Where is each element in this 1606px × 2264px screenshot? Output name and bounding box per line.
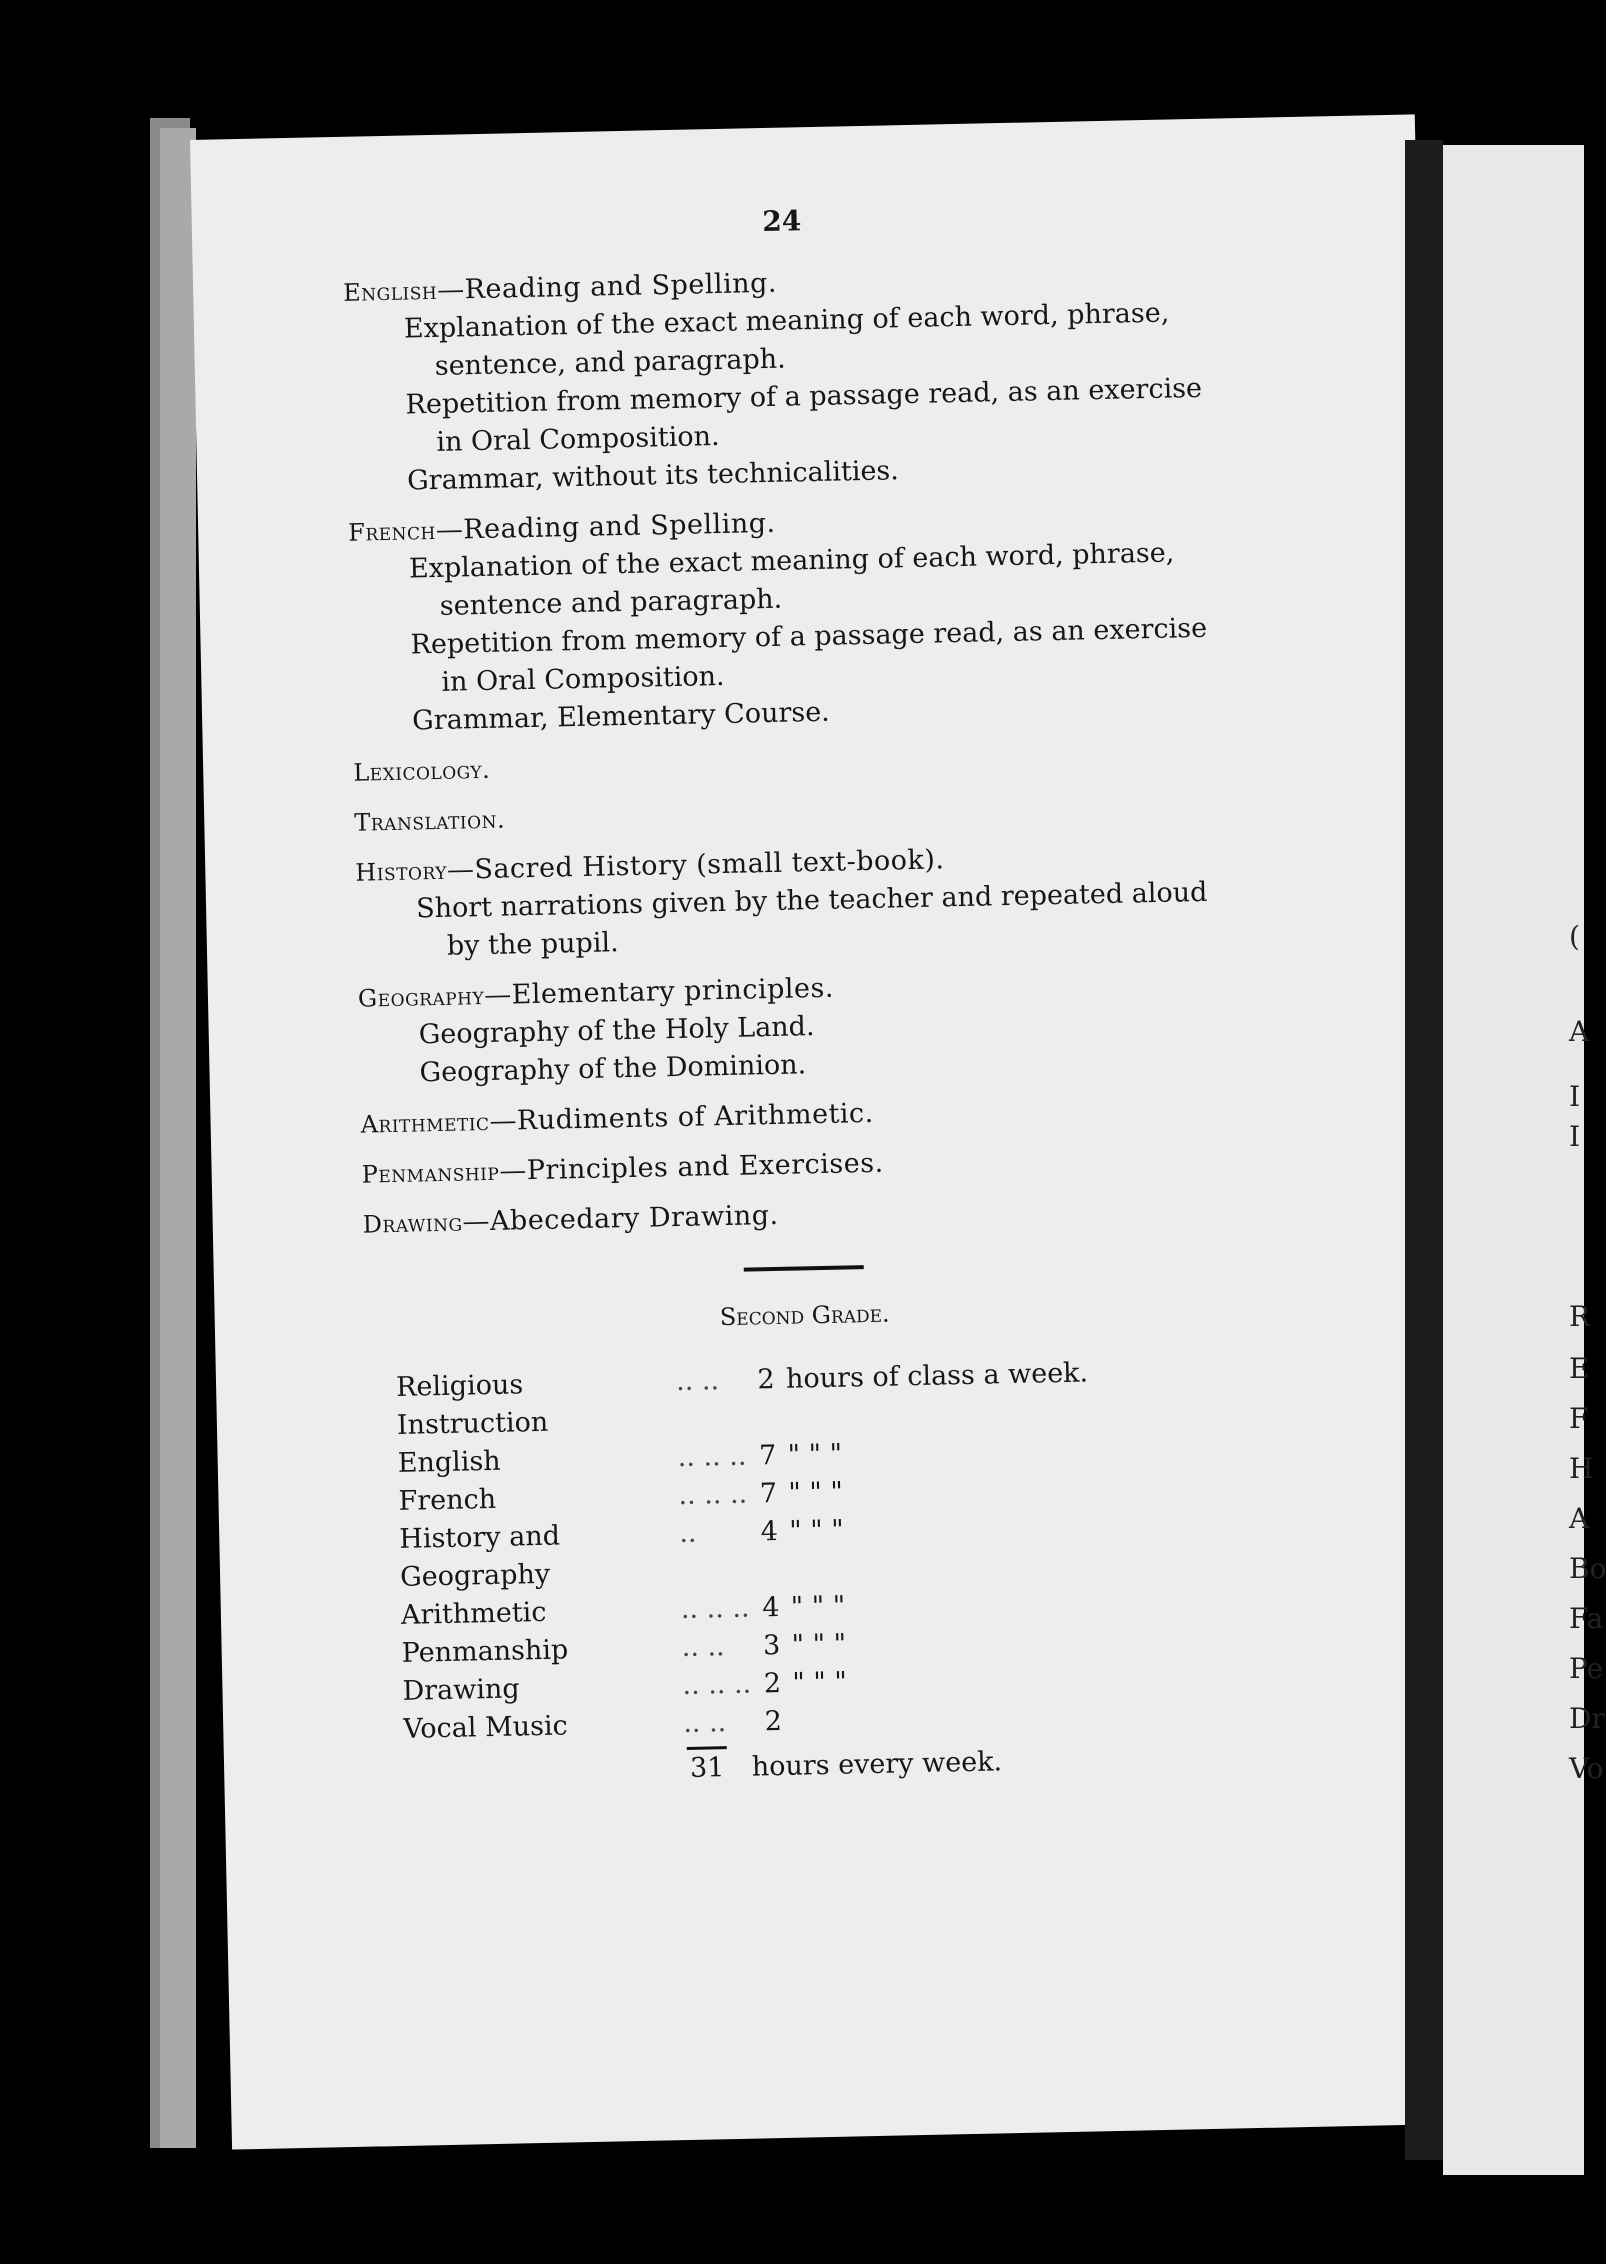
schedule-leader: .. .. (681, 1631, 725, 1664)
schedule-hours: 2 (763, 1667, 782, 1700)
section-lexicology (353, 735, 1234, 791)
schedule-hours: 7 (759, 1478, 778, 1510)
right-page-letter: Vo (1569, 1752, 1604, 1785)
section-line: sentence and paragraph. (439, 583, 783, 622)
total-label: hours every week. (751, 1746, 1003, 1783)
section-french (348, 495, 1233, 741)
schedule-subject: French (398, 1483, 497, 1517)
section-heading (354, 785, 1235, 841)
right-page-letter: I (1569, 1120, 1581, 1153)
section-heading-label: Translation. (354, 805, 506, 837)
schedule-leader: .. .. (675, 1365, 720, 1398)
section-heading-text: —Abecedary Drawing. (462, 1199, 779, 1238)
section-penmanship (361, 1137, 1242, 1193)
section-heading-label: French (347, 516, 437, 547)
schedule-leader: .. .. (682, 1707, 727, 1740)
section-line: Geography of the Holy Land. (418, 1011, 815, 1051)
section-heading-label: Penmanship (361, 1157, 500, 1189)
section-line: Grammar, Elementary Course. (411, 696, 831, 737)
right-page-letter: H (1569, 1452, 1594, 1485)
schedule-unit: " " " (788, 1476, 844, 1509)
schedule-leader: .. .. .. (680, 1592, 750, 1626)
right-page-letter: R (1569, 1300, 1591, 1333)
schedule-hours: 4 (760, 1515, 779, 1548)
right-page-letter: Pe (1569, 1652, 1604, 1685)
right-page-fragment (1443, 145, 1606, 2175)
section-line: Repetition from memory of a passage read, as an exercise (410, 612, 1208, 661)
right-page-letter: A (1569, 1015, 1590, 1048)
section-geography (358, 961, 1240, 1093)
section-heading (360, 1087, 1241, 1143)
schedule-leader: .. (678, 1517, 697, 1550)
schedule-unit: " " " (791, 1628, 847, 1661)
total-hours: 31 (689, 1752, 725, 1784)
grade-title: Second Grade. (719, 1299, 890, 1332)
schedule-unit: " " " (792, 1666, 848, 1699)
section-line: Repetition from memory of a passage read, as an exercise (405, 372, 1203, 421)
section-heading-label: English (342, 276, 438, 307)
section-heading-text: —Elementary principles. (483, 972, 835, 1012)
section-line: in Oral Composition. (441, 660, 725, 698)
section-heading-text: —Rudiments of Arithmetic. (489, 1097, 875, 1137)
left-page (190, 114, 1457, 2149)
schedule-subject: Vocal Music (403, 1710, 568, 1745)
section-heading (353, 735, 1234, 791)
book-edge-inner (160, 128, 196, 2148)
schedule-unit (793, 1696, 1124, 1741)
section-heading-label: Lexicology. (352, 755, 491, 787)
section-line: Explanation of the exact meaning of each word, phrase, (403, 297, 1170, 345)
right-page-letter: A (1569, 1502, 1590, 1535)
section-line: in Oral Composition. (436, 420, 720, 458)
section-line: sentence, and paragraph. (434, 343, 787, 382)
right-page-letter: Fa (1569, 1602, 1604, 1635)
right-page-letter: F (1569, 1402, 1589, 1435)
page-content (342, 193, 1255, 1794)
section-heading-text: —Reading and Spelling. (435, 507, 776, 546)
schedule-unit: hours of class a week. (785, 1357, 1089, 1395)
curriculum-sections (343, 255, 1243, 1243)
schedule-hours: 7 (758, 1440, 777, 1472)
section-translation (354, 785, 1235, 841)
total-row (687, 1738, 1255, 1788)
schedule-table (396, 1354, 1124, 1749)
schedule-subject: Religious Instruction (395, 1369, 549, 1441)
section-history (355, 835, 1237, 967)
section-line: Grammar, without its technicalities. (406, 455, 900, 497)
schedule-hours: 2 (764, 1705, 783, 1738)
page-number: 24 (762, 204, 802, 239)
divider-rule (744, 1265, 864, 1272)
book-gutter (1405, 140, 1443, 2160)
section-arithmetic (360, 1087, 1241, 1143)
section-heading-label: Arithmetic (360, 1107, 490, 1139)
section-drawing (362, 1187, 1243, 1243)
section-heading-text: —Principles and Exercises. (498, 1147, 884, 1187)
section-heading (361, 1137, 1242, 1193)
schedule-leader: .. .. .. (677, 1440, 747, 1474)
right-page-letter: Dr (1569, 1702, 1605, 1735)
schedule-hours: 3 (762, 1629, 781, 1662)
section-heading-label: History (355, 856, 448, 887)
schedule-subject: Drawing (402, 1673, 520, 1707)
schedule-subject: Penmanship (401, 1634, 569, 1669)
schedule-leader: .. .. .. (678, 1478, 748, 1512)
right-page-letter: E (1569, 1352, 1590, 1385)
section-heading-label: Geography (357, 982, 485, 1013)
schedule-unit: " " " (788, 1514, 845, 1547)
section-heading-text: —Reading and Spelling. (436, 267, 778, 306)
schedule-hours: 4 (761, 1591, 780, 1624)
section-heading-text: —Sacred History (small text-book). (446, 844, 945, 886)
section-heading-label: Drawing (362, 1208, 463, 1239)
schedule-leader: .. .. .. (682, 1668, 752, 1702)
section-line: by the pupil. (446, 927, 619, 962)
right-page-letter: I (1569, 1080, 1581, 1113)
section-line: Geography of the Dominion. (419, 1049, 807, 1089)
schedule-unit: " " " (790, 1590, 846, 1623)
schedule-unit: " " " (787, 1438, 843, 1471)
right-page-letter: ( (1569, 920, 1580, 953)
schedule-subject: History and Geography (399, 1520, 561, 1593)
section-english (343, 255, 1228, 501)
section-heading (362, 1187, 1243, 1243)
schedule-subject: English (397, 1445, 501, 1479)
section-line: Explanation of the exact meaning of each word, phrase, (408, 537, 1175, 585)
schedule-hours: 2 (757, 1364, 776, 1396)
schedule-subject: Arithmetic (400, 1596, 547, 1631)
right-page-letter: Bo (1569, 1552, 1606, 1585)
section-line: Short narrations given by the teacher and repeated aloud (415, 876, 1208, 925)
